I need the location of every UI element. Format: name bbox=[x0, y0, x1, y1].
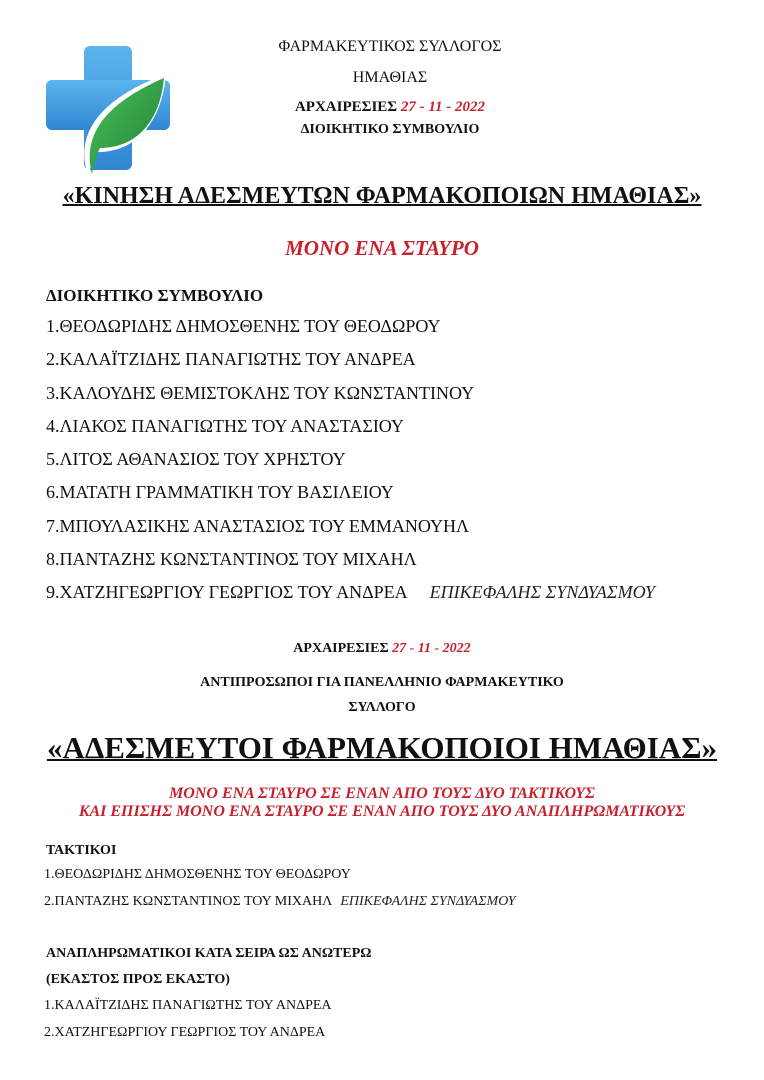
elections-date: 27 - 11 - 2022 bbox=[400, 99, 486, 115]
reps-ticket-title: «ΑΔΕΣΜΕΥΤΟΙ ΦΑΡΜΑΚΟΠΟΙΟΙ ΗΜΑΘΙΑΣ» bbox=[46, 730, 717, 765]
elections-date-header bbox=[200, 99, 580, 116]
list-item: 1.ΘΕΟΔΩΡΙΔΗΣ ΔΗΜΟΣΘΕΝΗΣ ΤΟΥ ΘΕΟΔΩΡΟΥ bbox=[46, 316, 441, 336]
substitute-list bbox=[44, 997, 332, 1051]
elections-label: ΑΡΧΑΙΡΕΣΙΕΣ bbox=[294, 99, 398, 115]
board-label: ΔΙΟΙΚΗΤΙΚΟ ΣΥΜΒΟΥΛΙΟ bbox=[300, 122, 480, 137]
regular-list bbox=[44, 866, 516, 920]
reps-instruction-line2: ΚΑΙ ΕΠΙΣΗΣ ΜΟΝΟ ΕΝΑ ΣΤΑΥΡΟ ΣΕ ΕΝΑΝ ΑΠΟ ΤΟΥΣ ΔΥΟ ΑΝΑΠΛΗΡΩΜΑΤΙΚΟΥΣ bbox=[78, 803, 686, 820]
list-item: 1.ΘΕΟΔΩΡΙΔΗΣ ΔΗΜΟΣΘΕΝΗΣ ΤΟΥ ΘΕΟΔΩΡΟΥ bbox=[44, 867, 351, 882]
list-item: 9.ΧΑΤΖΗΓΕΩΡΓΙΟΥ ΓΕΩΡΓΙΟΣ ΤΟΥ ΑΝΔΡΕΑ ΕΠΙΚΕΦΑΛΗΣ ΣΥΝΔΥΑΣΜΟΥ bbox=[46, 582, 655, 603]
list-item: 8.ΠΑΝΤΑΖΗΣ ΚΩΝΣΤΑΝΤΙΝΟΣ ΤΟΥ ΜΙΧΑΗΛ bbox=[46, 549, 417, 570]
reps-elections-date: ΑΡΧΑΙΡΕΣΙΕΣ 27 - 11 - 2022 bbox=[293, 641, 471, 656]
ticket-leader-note: ΕΠΙΚΕΦΑΛΗΣ ΣΥΝΔΥΑΣΜΟΥ bbox=[340, 894, 516, 909]
pharmacy-logo bbox=[44, 44, 170, 176]
reps-subtitle-line2: ΣΥΛΛΟΓΟ bbox=[348, 700, 416, 715]
reps-instruction-line1: ΜΟΝΟ ΕΝΑ ΣΤΑΥΡΟ ΣΕ ΕΝΑΝ ΑΠΟ ΤΟΥΣ ΔΥΟ ΤΑΚΤΙΚΟΥΣ bbox=[169, 785, 595, 802]
org-name-line1: ΦΑΡΜΑΚΕΥΤΙΚΟΣ ΣΥΛΛΟΓΟΣ bbox=[278, 38, 502, 55]
list-item: 1.ΚΑΛΑΪΤΖΙΔΗΣ ΠΑΝΑΓΙΩΤΗΣ ΤΟΥ ΑΝΔΡΕΑ bbox=[44, 998, 332, 1013]
ticket-leader-note: ΕΠΙΚΕΦΑΛΗΣ ΣΥΝΔΥΑΣΜΟΥ bbox=[429, 582, 655, 603]
board-vote-instruction: ΜΟΝΟ ΕΝΑ ΣΤΑΥΡΟ bbox=[285, 236, 479, 260]
list-item: 5.ΛΙΤΟΣ ΑΘΑΝΑΣΙΟΣ ΤΟΥ ΧΡΗΣΤΟΥ bbox=[46, 449, 346, 470]
board-ticket-title: «ΚΙΝΗΣΗ ΑΔΕΣΜΕΥΤΩΝ ΦΑΡΜΑΚΟΠΟΙΩΝ ΗΜΑΘΙΑΣ» bbox=[62, 183, 702, 209]
list-item: 7.ΜΠΟΥΛΑΣΙΚΗΣ ΑΝΑΣΤΑΣΙΟΣ ΤΟΥ ΕΜΜΑΝΟΥΗΛ bbox=[46, 515, 470, 536]
list-item: 4.ΛΙΑΚΟΣ ΠΑΝΑΓΙΩΤΗΣ ΤΟΥ ΑΝΑΣΤΑΣΙΟΥ bbox=[46, 415, 404, 436]
board-candidate-list bbox=[46, 315, 655, 615]
list-item: 6.ΜΑΤΑΤΗ ΓΡΑΜΜΑΤΙΚΗ ΤΟΥ ΒΑΣΙΛΕΙΟΥ bbox=[46, 482, 394, 503]
board-heading: ΔΙΟΙΚΗΤΙΚΟ ΣΥΜΒΟΥΛΙΟ bbox=[46, 286, 264, 305]
reps-subtitle-line1: ΑΝΤΙΠΡΟΣΩΠΟΙ ΓΙΑ ΠΑΝΕΛΛΗΝΙΟ ΦΑΡΜΑΚΕΥΤΙΚΟ bbox=[200, 675, 564, 690]
regular-heading: ΤΑΚΤΙΚΟΙ bbox=[46, 843, 117, 858]
medical-cross-leaf-icon bbox=[44, 44, 170, 176]
list-item: 2.ΧΑΤΖΗΓΕΩΡΓΙΟΥ ΓΕΩΡΓΙΟΣ ΤΟΥ ΑΝΔΡΕΑ bbox=[44, 1025, 326, 1040]
list-item: 2.ΠΑΝΤΑΖΗΣ ΚΩΝΣΤΑΝΤΙΝΟΣ ΤΟΥ ΜΙΧΑΗΛ ΕΠΙΚΕΦΑΛΗΣ ΣΥΝΔΥΑΣΜΟΥ bbox=[44, 894, 516, 909]
list-item: 3.ΚΑΛΟΥΔΗΣ ΘΕΜΙΣΤΟΚΛΗΣ ΤΟΥ ΚΩΝΣΤΑΝΤΙΝΟΥ bbox=[46, 382, 475, 403]
list-item: 2.ΚΑΛΑΪΤΖΙΔΗΣ ΠΑΝΑΓΙΩΤΗΣ ΤΟΥ ΑΝΔΡΕΑ bbox=[46, 349, 416, 370]
substitute-heading: ΑΝΑΠΛΗΡΩΜΑΤΙΚΟΙ ΚΑΤΑ ΣΕΙΡΑ ΩΣ ΑΝΩΤΕΡΩ bbox=[46, 946, 372, 961]
substitute-subheading: (ΕΚΑΣΤΟΣ ΠΡΟΣ ΕΚΑΣΤΟ) bbox=[46, 972, 230, 987]
org-name-line2: ΗΜΑΘΙΑΣ bbox=[352, 69, 428, 86]
